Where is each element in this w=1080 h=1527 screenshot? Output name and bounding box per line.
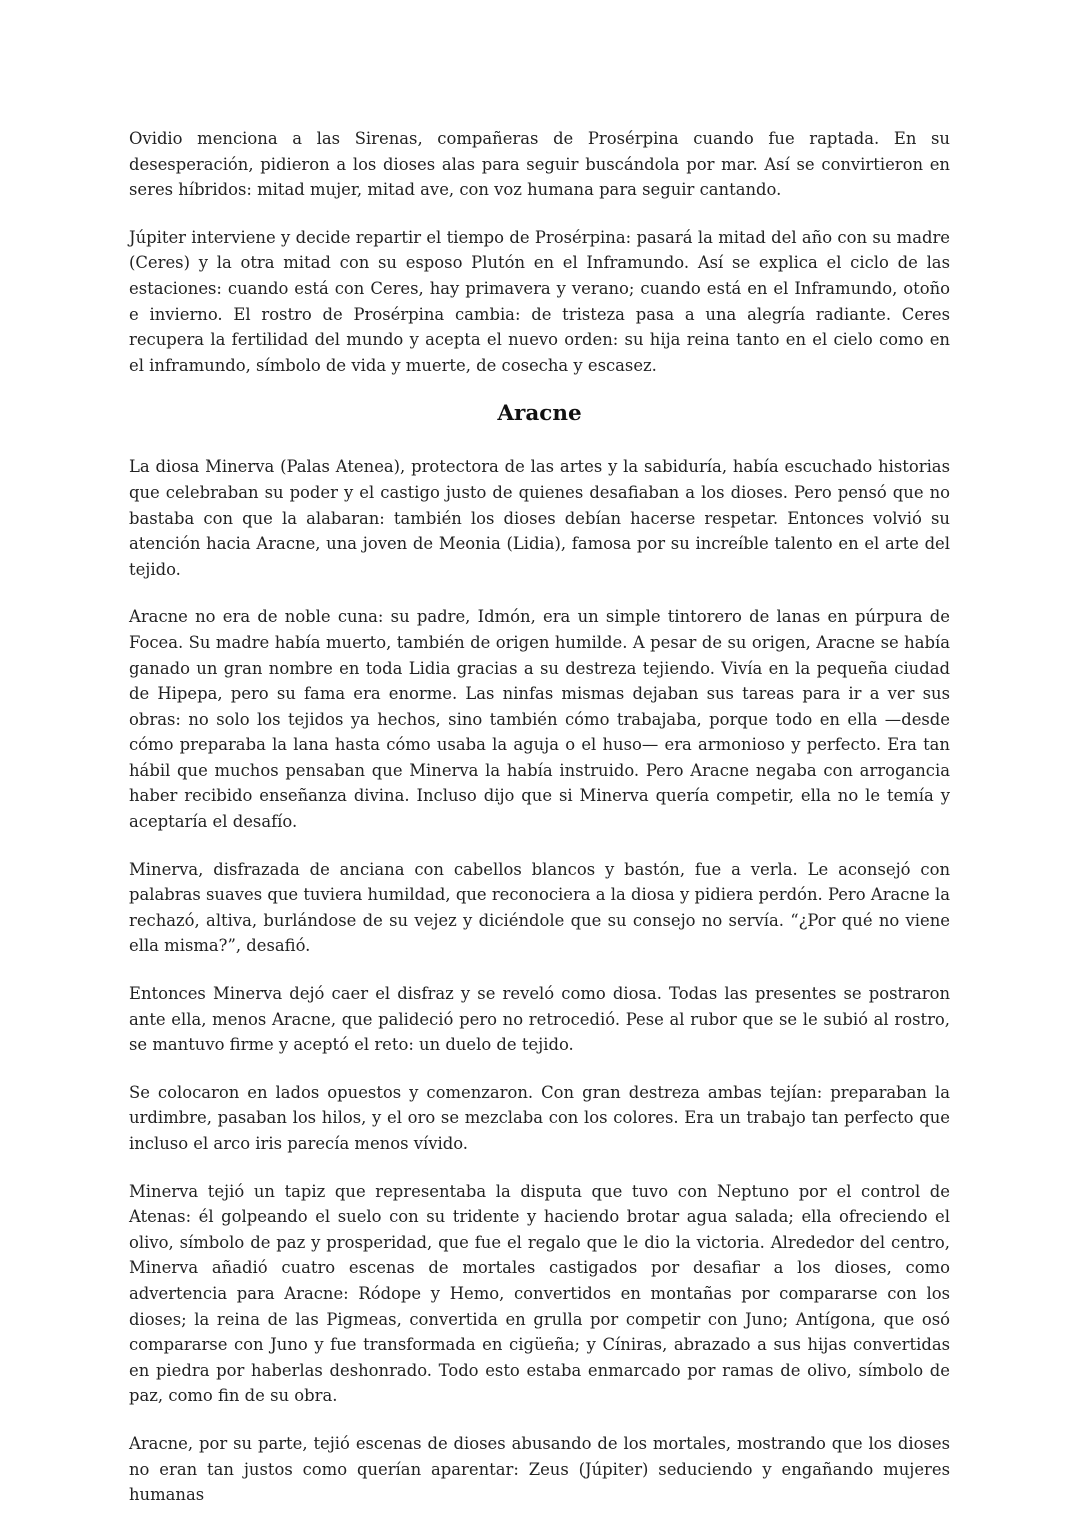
paragraph-sirenas: Ovidio menciona a las Sirenas, compañeras de Prosérpina cuando fue raptada. En su desesperación, pidieron a los dioses alas para seguir buscándola por mar. Así se convirtieron en seres híbridos: mitad mujer, mitad ave, con voz humana para seguir cantando.: [129, 129, 950, 200]
paragraph-minerva-disfraz: Minerva, disfrazada de anciana con cabellos blancos y bastón, fue a verla. Le aconsejó con palabras suaves que tuviera humildad, que reconociera a la diosa y pidiera perdón. Pero Aracne la rechazó, altiva, burlándose de su vejez y diciéndole que su consejo no servía. “¿Por qué no viene ella misma?”, desafió.: [129, 859, 950, 956]
section-title: Aracne: [497, 401, 582, 427]
paragraph-aracne-origen: Aracne no era de noble cuna: su padre, Idmón, era un simple tintorero de lanas en púrpura de Focea. Su madre había muerto, también de origen humilde. A pesar de su origen, Aracne se había ganado un gran nombre en toda Lidia gracias a su destreza tejiendo. Vivía en la pequeña ciudad de Hipepa, pero su fama era enorme. Las ninfas mismas dejaban sus tareas para ir a ver sus obras: no solo los tejidos ya hechos, sino también cómo trabajaba, porque todo en ella —desde cómo preparaba la lana hasta cómo usaba la aguja o el huso— era armonioso y perfecto. Era tan hábil que muchos pensaban que Minerva la había instruido. Pero Aracne negaba con arrogancia haber recibido enseñanza divina. Incluso dijo que si Minerva quería competir, ella no le temía y aceptaría el desafío.: [129, 607, 950, 832]
paragraph-jupiter: Júpiter interviene y decide repartir el tiempo de Prosérpina: pasará la mitad del año con su madre (Ceres) y la otra mitad con su esposo Plutón en el Inframundo. Así se explica el ciclo de las estaciones: cuando está con Ceres, hay primavera y verano; cuando está en el Inframundo, otoño e invierno. El rostro de Prosérpina cambia: de tristeza pasa a una alegría radiante. Ceres recupera la fertilidad del mundo y acepta el nuevo orden: su hija reina tanto en el cielo como en el inframundo, símbolo de vida y muerte, de cosecha y escasez.: [129, 227, 950, 375]
paragraph-tapiz-minerva: Minerva tejió un tapiz que representaba la disputa que tuvo con Neptuno por el control de Atenas: él golpeando el suelo con su tridente y haciendo brotar agua salada; ella ofreciendo el olivo, símbolo de paz y prosperidad, que fue el regalo que le dio la victoria. Alrededor del centro, Minerva añadió cuatro escenas de mortales castigados por desafiar a los dioses, como advertencia para Aracne: Ródope y Hemo, convertidos en montañas por compararse con los dioses; la reina de las Pigmeas, convertida en grulla por competir con Juno; Antígona, que osó compararse con Juno y fue transformada en cigüeña; y Cíniras, abrazado a sus hijas convertidas en piedra por haberlas deshonrado. Todo esto estaba enmarcado por ramas de olivo, símbolo de paz, como fin de su obra.: [129, 1181, 950, 1406]
paragraph-minerva-intro: La diosa Minerva (Palas Atenea), protectora de las artes y la sabiduría, había escuchado historias que celebraban su poder y el castigo justo de quienes desafiaban a los dioses. Pero pensó que no bastaba con que la alabaran: también los dioses debían hacerse respetar. Entonces volvió su atención hacia Aracne, una joven de Meonia (Lidia), famosa por su increíble talento en el arte del tejido.: [129, 457, 950, 579]
paragraph-revelacion: Entonces Minerva dejó caer el disfraz y se reveló como diosa. Todas las presentes se postraron ante ella, menos Aracne, que palideció pero no retrocedió. Pese al rubor que se le subió al rostro, se mantuvo firme y aceptó el reto: un duelo de tejido.: [129, 984, 950, 1055]
document-page: [129, 126, 950, 1508]
paragraph-duelo: Se colocaron en lados opuestos y comenzaron. Con gran destreza ambas tejían: preparaban la urdimbre, pasaban los hilos, y el oro se mezclaba con los colores. Era un trabajo tan perfecto que incluso el arco iris parecía menos vívido.: [129, 1082, 950, 1153]
paragraph-tapiz-aracne: Aracne, por su parte, tejió escenas de dioses abusando de los mortales, mostrando que los dioses no eran tan justos como querían aparentar: Zeus (Júpiter) seduciendo y engañando mujeres humanas: [129, 1433, 950, 1505]
